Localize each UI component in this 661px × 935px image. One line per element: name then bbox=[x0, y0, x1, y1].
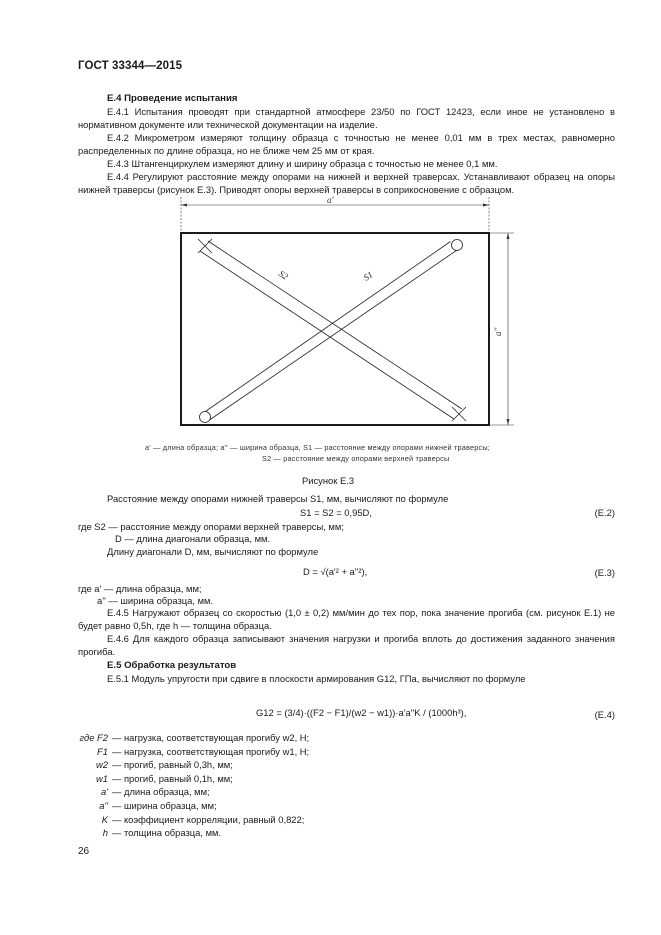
paragraph-e4-6: Е.4.6 Для каждого образца записывают значения нагрузки и прогиба вплоть до достижения заданного значения прогиба. bbox=[78, 633, 615, 658]
s1-intro-text: Расстояние между опорами нижней траверсы S1, мм, вычисляют по формуле bbox=[107, 493, 449, 504]
paragraph-e4-3: Е.4.3 Штангенциркулем измеряют длину и ширину образца с точностью не менее 0,1 мм. bbox=[107, 158, 498, 169]
d-intro-text: Длину диагонали D, мм, вычисляют по формуле bbox=[107, 546, 319, 557]
legend-description: — ширина образца, мм; bbox=[112, 800, 217, 811]
figure-caption: Рисунок Е.3 bbox=[302, 475, 355, 486]
legend-description: — прогиб, равный 0,3h, мм; bbox=[112, 759, 233, 771]
legend-description: — прогиб, равный 0,1h, мм; bbox=[112, 772, 233, 784]
legend-description: — толщина образца, мм. bbox=[112, 827, 222, 839]
legend-symbol: a' bbox=[100, 786, 108, 798]
label-a-prime: a' bbox=[327, 195, 334, 205]
paragraph-e4-1: Е.4.1 Испытания проводят при стандартной атмосфере 23/50 по ГОСТ 12423, если иное не установлено в нормативном документе или технической документации на изделие. bbox=[78, 106, 615, 131]
paragraph-e4-2: Е.4.2 Микрометром измеряют толщину образца с точностью не менее 0,01 мм в трех местах, равномерно распределенных по длине образца, но не ближе чем 25 мм от края. bbox=[78, 132, 615, 157]
figure-specimen-diagram bbox=[140, 193, 540, 439]
equation-e2-number: (Е.2) bbox=[594, 507, 615, 518]
legend-symbol: F1 bbox=[97, 745, 108, 757]
page-number: 26 bbox=[78, 846, 90, 857]
label-s2: S2 bbox=[276, 268, 290, 282]
legend-symbol: где F2 bbox=[79, 732, 108, 743]
where-s2: где S2 — расстояние между опорами верхней траверсы, мм; bbox=[78, 521, 344, 532]
legend-symbol: K bbox=[101, 813, 108, 825]
where-a-double-prime: a'' — ширина образца, мм. bbox=[97, 595, 214, 606]
legend-symbol: w1 bbox=[96, 772, 108, 784]
equation-e3: D = √(a'² + a''²), bbox=[303, 566, 368, 577]
paragraph-e4-4: Е.4.4 Регулируют расстояние между опорами на нижней и верхней траверсах. Устанавливают образец на опоры нижней траверсы (рисунок Е.3). Приводят опоры верхней траверсы в соприкосновение с образцом. bbox=[78, 171, 615, 196]
figure-legend-line-2: S2 — расстояние между опорами верхней траверсы bbox=[262, 454, 450, 463]
legend-description: — длина образца, мм; bbox=[112, 786, 210, 798]
equation-e2: S1 = S2 = 0,95D, bbox=[300, 507, 372, 518]
legend-description: — нагрузка, соответствующая прогибу w2, Н; bbox=[112, 732, 310, 743]
legend-description: — коэффициент корреляции, равный 0,822; bbox=[112, 813, 305, 825]
figure-legend-line-1: a' — длина образца; a'' — ширина образца, S1 — расстояние между опорами нижней траверсы; bbox=[145, 443, 491, 452]
legend-symbol: h bbox=[102, 827, 108, 839]
label-a-double-prime: a'' bbox=[493, 327, 503, 336]
legend-symbol: a'' bbox=[99, 800, 108, 811]
where-d: D — длина диагонали образца, мм. bbox=[115, 533, 271, 544]
section-e4-title: Е.4 Проведение испытания bbox=[107, 93, 238, 104]
equation-e3-number: (Е.3) bbox=[594, 567, 615, 578]
where-a-prime: где a' — длина образца, мм; bbox=[78, 583, 202, 594]
section-e5-title: Е.5 Обработка результатов bbox=[107, 660, 237, 671]
equation-e4: G12 = (3/4)·((F2 − F1)/(w2 − w1))·a'a''K / (1000h³), bbox=[256, 707, 467, 718]
legend-description: — нагрузка, соответствующая прогибу w1, Н; bbox=[112, 745, 310, 757]
paragraph-e4-5: Е.4.5 Нагружают образец со скоростью (1,0 ± 0,2) мм/мин до тех пор, пока значение прогиба (см. рисунок Е.1) не будет равно 0,5h, где h — толщина образца. bbox=[78, 607, 615, 632]
paragraph-e5-1: Е.5.1 Модуль упругости при сдвиге в плоскости армирования G12, ГПа, вычисляют по формуле bbox=[107, 673, 526, 684]
label-s1: S1 bbox=[361, 269, 375, 283]
document-header: ГОСТ 33344—2015 bbox=[78, 60, 183, 72]
legend-symbol: w2 bbox=[96, 759, 108, 771]
equation-e4-number: (Е.4) bbox=[594, 709, 615, 720]
